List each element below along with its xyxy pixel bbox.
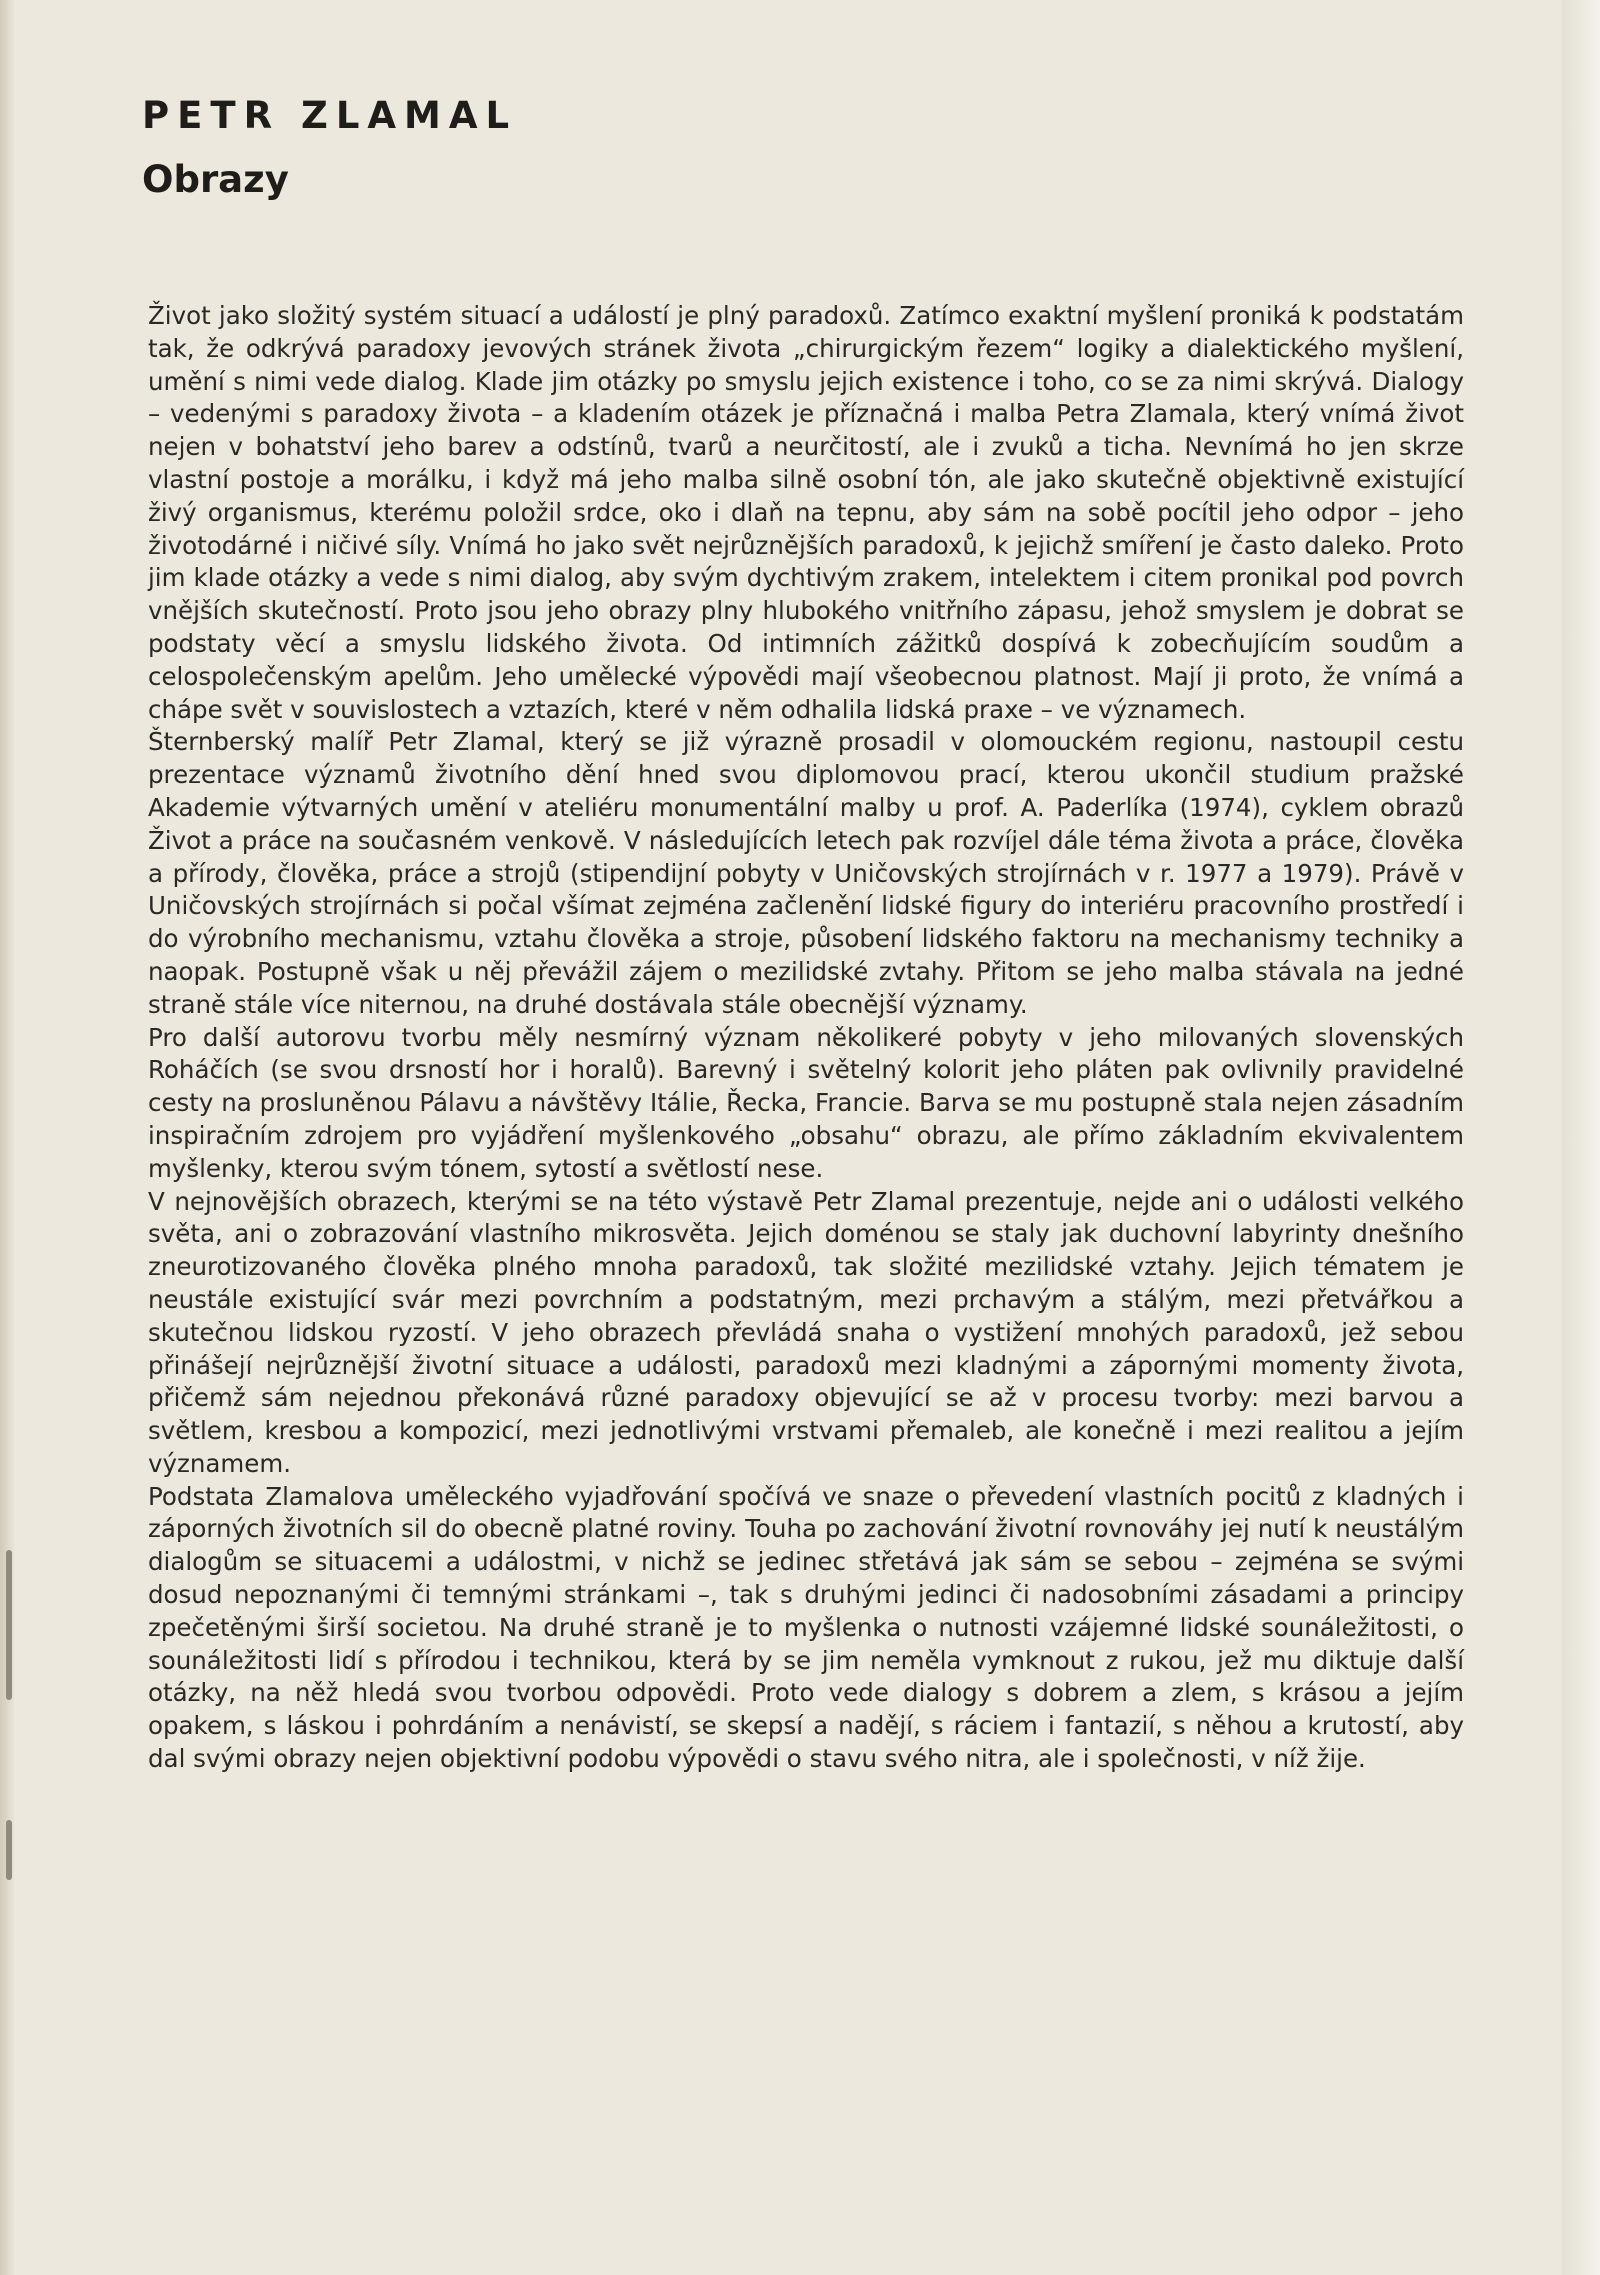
article-body (148, 300, 1464, 1776)
page-binding (0, 0, 14, 2275)
staple-mark (6, 1820, 12, 1880)
staple-mark (6, 1550, 12, 1700)
paragraph: Život jako složitý systém situací a událostí je plný paradoxů. Zatímco exaktní myšlení proniká k podstatám tak, že odkrývá paradoxy jevových stránek života „chirurgickým řezem“ logiky a dialektického myšlení, umění s nimi vede dialog. Klade jim otázky po smyslu jejich existence i toho, co se za nimi skrývá. Dialogy – vedenými s paradoxy života – a kladením otázek je příznačná i malba Petra Zlamala, který vnímá život nejen v bohatství jeho barev a odstínů, tvarů a neurčitostí, ale i zvuků a ticha. Nevnímá ho jen skrze vlastní postoje a morálku, i když má jeho malba silně osobní tón, ale jako skutečně objektivně existující živý organismus, kterému položil srdce, oko i dlaň na tepnu, aby sám na sobě pocítil jeho odpor – jeho životodárné i ničivé síly. Vnímá ho jako svět nejrůznějších paradoxů, k jejichž smíření je často daleko. Proto jim klade otázky a vede s nimi dialog, aby svým dychtivým zrakem, intelektem i citem pronikal pod povrch vnějších skutečností. Proto jsou jeho obrazy plny hlubokého vnitřního zápasu, jehož smyslem je dobrat se podstaty věcí a smyslu lidského života. Od intimních zážitků dospívá k zobecňujícím soudům a celospolečenským apelům. Jeho umělecké výpovědi mají všeobecnou platnost. Mají ji proto, že vnímá a chápe svět v souvislostech a vztazích, které v něm odhalila lidská praxe – ve významech. (148, 301, 1464, 724)
document-header (142, 92, 1462, 206)
paragraph: V nejnovějších obrazech, kterými se na této výstavě Petr Zlamal prezentuje, nejde ani o události velkého světa, ani o zobrazování vlastního mikrosvěta. Jejich doménou se staly jak duchovní labyrinty dnešního zneurotizovaného člověka plného mnoha paradoxů, tak složité mezilidské vztahy. Jejich tématem je neustále existující svár mezi povrchním a podstatným, mezi prchavým a stálým, mezi přetvářkou a skutečnou lidskou ryzostí. V jeho obrazech převládá snaha o vystižení mnohých paradoxů, jež sebou přinášejí nejrůznější životní situace a události, paradoxů mezi kladnými a zápornými momenty života, přičemž sám nejednou překonává různé paradoxy objevující se až v procesu tvorby: mezi barvou a světlem, kresbou a kompozicí, mezi jednotlivými vrstvami přemaleb, ale konečně i mezi realitou a jejím významem. (148, 1186, 1464, 1478)
paragraph: Pro další autorovu tvorbu měly nesmírný význam několikeré pobyty v jeho milovaných slovenských Roháčích (se svou drsností hor i horalů). Barevný i světelný kolorit jeho pláten pak ovlivnily pravidelné cesty na prosluněnou Pálavu a návštěvy Itálie, Řecka, Francie. Barva se mu postupně stala nejen zásadním inspiračním zdrojem pro vyjádření myšlenkového „obsahu“ obrazu, ale přímo základním ekvivalentem myšlenky, kterou svým tónem, sytostí a světlostí nese. (148, 1022, 1464, 1183)
author-name: PETR ZLAMAL (142, 94, 518, 137)
document-title: Obrazy (142, 158, 289, 201)
paragraph: Podstata Zlamalova uměleckého vyjadřování spočívá ve snaze o převedení vlastních pocitů z kladných i záporných životních sil do obecně platné roviny. Touha po zachování životní rovnováhy jej nutí k neustálým dialogům se situacemi a událostmi, v nichž se jedinec střetává jak sám se sebou – zejména se svými dosud nepoznanými či temnými stránkami –, tak s druhými jedinci či nadosobními zásadami a principy zpečetěnými širší societou. Na druhé straně je to myšlenka o nutnosti vzájemné lidské sounáležitosti, o sounáležitosti lidí s přírodou i technikou, která by se jim neměla vymknout z rukou, jež mu diktuje další otázky, na něž hledá svou tvorbou odpovědi. Proto vede dialogy s dobrem a zlem, s krásou a jejím opakem, s láskou i pohrdáním a nenávistí, se skepsí a nadějí, s ráciem i fantazií, s něhou a krutostí, aby dal svými obrazy nejen objektivní podobu výpovědi o stavu svého nitra, ale i společnosti, v níž žije. (148, 1481, 1464, 1774)
paragraph: Šternberský malíř Petr Zlamal, který se již výrazně prosadil v olomouckém regionu, nastoupil cestu prezentace významů životního dění hned svou diplomovou prací, kterou ukončil studium pražské Akademie výtvarných umění v ateliéru monumentální malby u prof. A. Paderlíka (1974), cyklem obrazů Život a práce na současném venkově. V následujících letech pak rozvíjel dále téma života a práce, člověka a přírody, člověka, práce a strojů (stipendijní pobyty v Uničovských strojírnách v r. 1977 a 1979). Právě v Uničovských strojírnách si počal všímat zejména začlenění lidské figury do interiéru pracovního prostředí i do výrobního mechanismu, vztahu člověka a stroje, působení lidského faktoru na mechanismy techniky a naopak. Postupně však u něj převážil zájem o mezilidské zvtahy. Přitom se jeho malba stávala na jedné straně stále více niternou, na druhé dostávala stále obecnější významy. (148, 727, 1464, 1019)
page-edge (1562, 0, 1600, 2275)
